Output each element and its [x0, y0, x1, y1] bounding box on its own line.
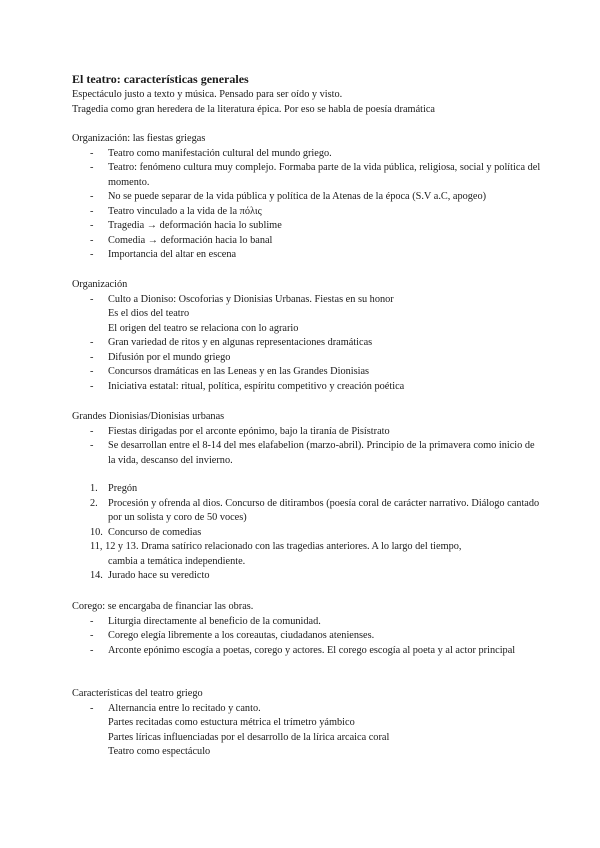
intro-line: Tragedia como gran heredera de la literatura épica. Por eso se habla de poesía dramática — [72, 103, 435, 115]
item-text: Jurado hace su veredicto — [108, 570, 210, 581]
bullet-list — [72, 147, 542, 263]
item-number: 10. — [90, 526, 103, 538]
section-fiestas-griegas — [72, 132, 542, 263]
list-item: - Corego elegía libremente a los coreautas, ciudadanos atenienses. — [72, 629, 542, 644]
bullet-list — [72, 293, 542, 395]
list-item-subline: Partes recitadas como estuctura métrica el trímetro yámbico — [108, 717, 355, 728]
section-corego — [72, 600, 542, 658]
bullet-list — [72, 702, 542, 760]
intro-paragraph — [72, 88, 542, 117]
list-item: - Iniciativa estatal: ritual, política, espíritu competitivo y creación poética — [72, 380, 542, 395]
list-item-subline: Es el dios del teatro — [108, 308, 190, 319]
list-item: - Teatro vinculado a la vida de la πόλις — [72, 205, 542, 220]
list-item — [72, 293, 542, 337]
intro-line: Espectáculo justo a texto y música. Pensado para ser oído y visto. — [72, 89, 343, 100]
list-item: - No se puede separar de la vida pública y política de la Atenas de la época (S.V a.C, apogeo) — [72, 190, 542, 205]
item-text: Pregón — [108, 483, 138, 494]
numbered-item — [72, 497, 542, 526]
list-item-text: Culto a Dioniso: Oscoforias y Dionisias Urbanas. Fiestas en su honor — [108, 293, 394, 305]
list-item-text: Alternancia entre lo recitado y canto. — [108, 702, 261, 714]
item-number: 11, 12 y 13. — [90, 541, 139, 552]
list-item: - Teatro como manifestación cultural del mundo griego. — [72, 147, 542, 162]
section-heading: Organización — [72, 279, 128, 290]
section-heading: Corego: se encargaba de financiar las obras. — [72, 601, 254, 612]
list-item — [72, 702, 542, 760]
section-grandes-dionisias — [72, 410, 542, 584]
list-item: - Concursos dramáticas en las Leneas y en las Grandes Dionisias — [72, 365, 542, 380]
section-caracteristicas — [72, 687, 542, 760]
list-item-subline: El origen del teatro se relaciona con lo agrario — [108, 322, 299, 334]
list-item-subline: Partes líricas influenciadas por el desarrollo de la lírica arcaica coral — [108, 731, 390, 743]
item-text: Procesión y ofrenda al dios. Concurso de ditirambos (poesía coral de carácter narrativo. Diálogo cantado por un solista y coro de 50 voces) — [108, 497, 540, 523]
item-number: 14. — [90, 570, 103, 581]
bullet-list — [72, 425, 542, 469]
list-item: - Comedia → deformación hacia lo banal — [72, 234, 542, 249]
numbered-item — [72, 569, 542, 584]
list-item: - Teatro: fenómeno cultura muy complejo. Formaba parte de la vida pública, religiosa, social y política del momento. — [72, 161, 542, 190]
numbered-item — [72, 540, 542, 569]
page-title: El teatro: características generales — [72, 72, 249, 86]
numbered-item — [72, 526, 542, 541]
list-item: - Fiestas dirigadas por el arconte epónimo, bajo la tiranía de Pisístrato — [72, 425, 542, 440]
list-item-subline: Teatro como espectáculo — [108, 746, 211, 757]
section-heading: Organización: las fiestas griegas — [72, 133, 206, 144]
section-heading: Características del teatro griego — [72, 688, 203, 699]
list-item: - Difusión por el mundo griego — [72, 351, 542, 366]
list-item: - Liturgia directamente al beneficio de la comunidad. — [72, 615, 542, 630]
list-item: - Gran variedad de ritos y en algunas representaciones dramáticas — [72, 336, 542, 351]
item-text: Concurso de comedias — [108, 526, 202, 538]
list-item: - Importancia del altar en escena — [72, 248, 542, 263]
list-item: - Tragedia → deformación hacia lo sublime — [72, 219, 542, 234]
item-continuation: cambia a temática independiente. — [108, 555, 246, 567]
section-organizacion — [72, 278, 542, 394]
item-text: Drama satírico relacionado con las tragedias anteriores. A lo largo del tiempo, — [141, 541, 462, 552]
section-heading: Grandes Dionisias/Dionisias urbanas — [72, 411, 225, 422]
item-number: 1. — [90, 483, 98, 494]
list-item: - Se desarrollan entre el 8-14 del mes elafabelion (marzo-abril). Principio de la primavera como inicio de la vida, descanso del invierno. — [72, 439, 542, 468]
list-item: - Arconte epónimo escogía a poetas, corego y actores. El corego escogía al poeta y al actor principal — [72, 644, 542, 659]
numbered-item — [72, 482, 542, 497]
bullet-list — [72, 615, 542, 659]
numbered-list — [72, 482, 542, 584]
item-number: 2. — [90, 497, 98, 509]
